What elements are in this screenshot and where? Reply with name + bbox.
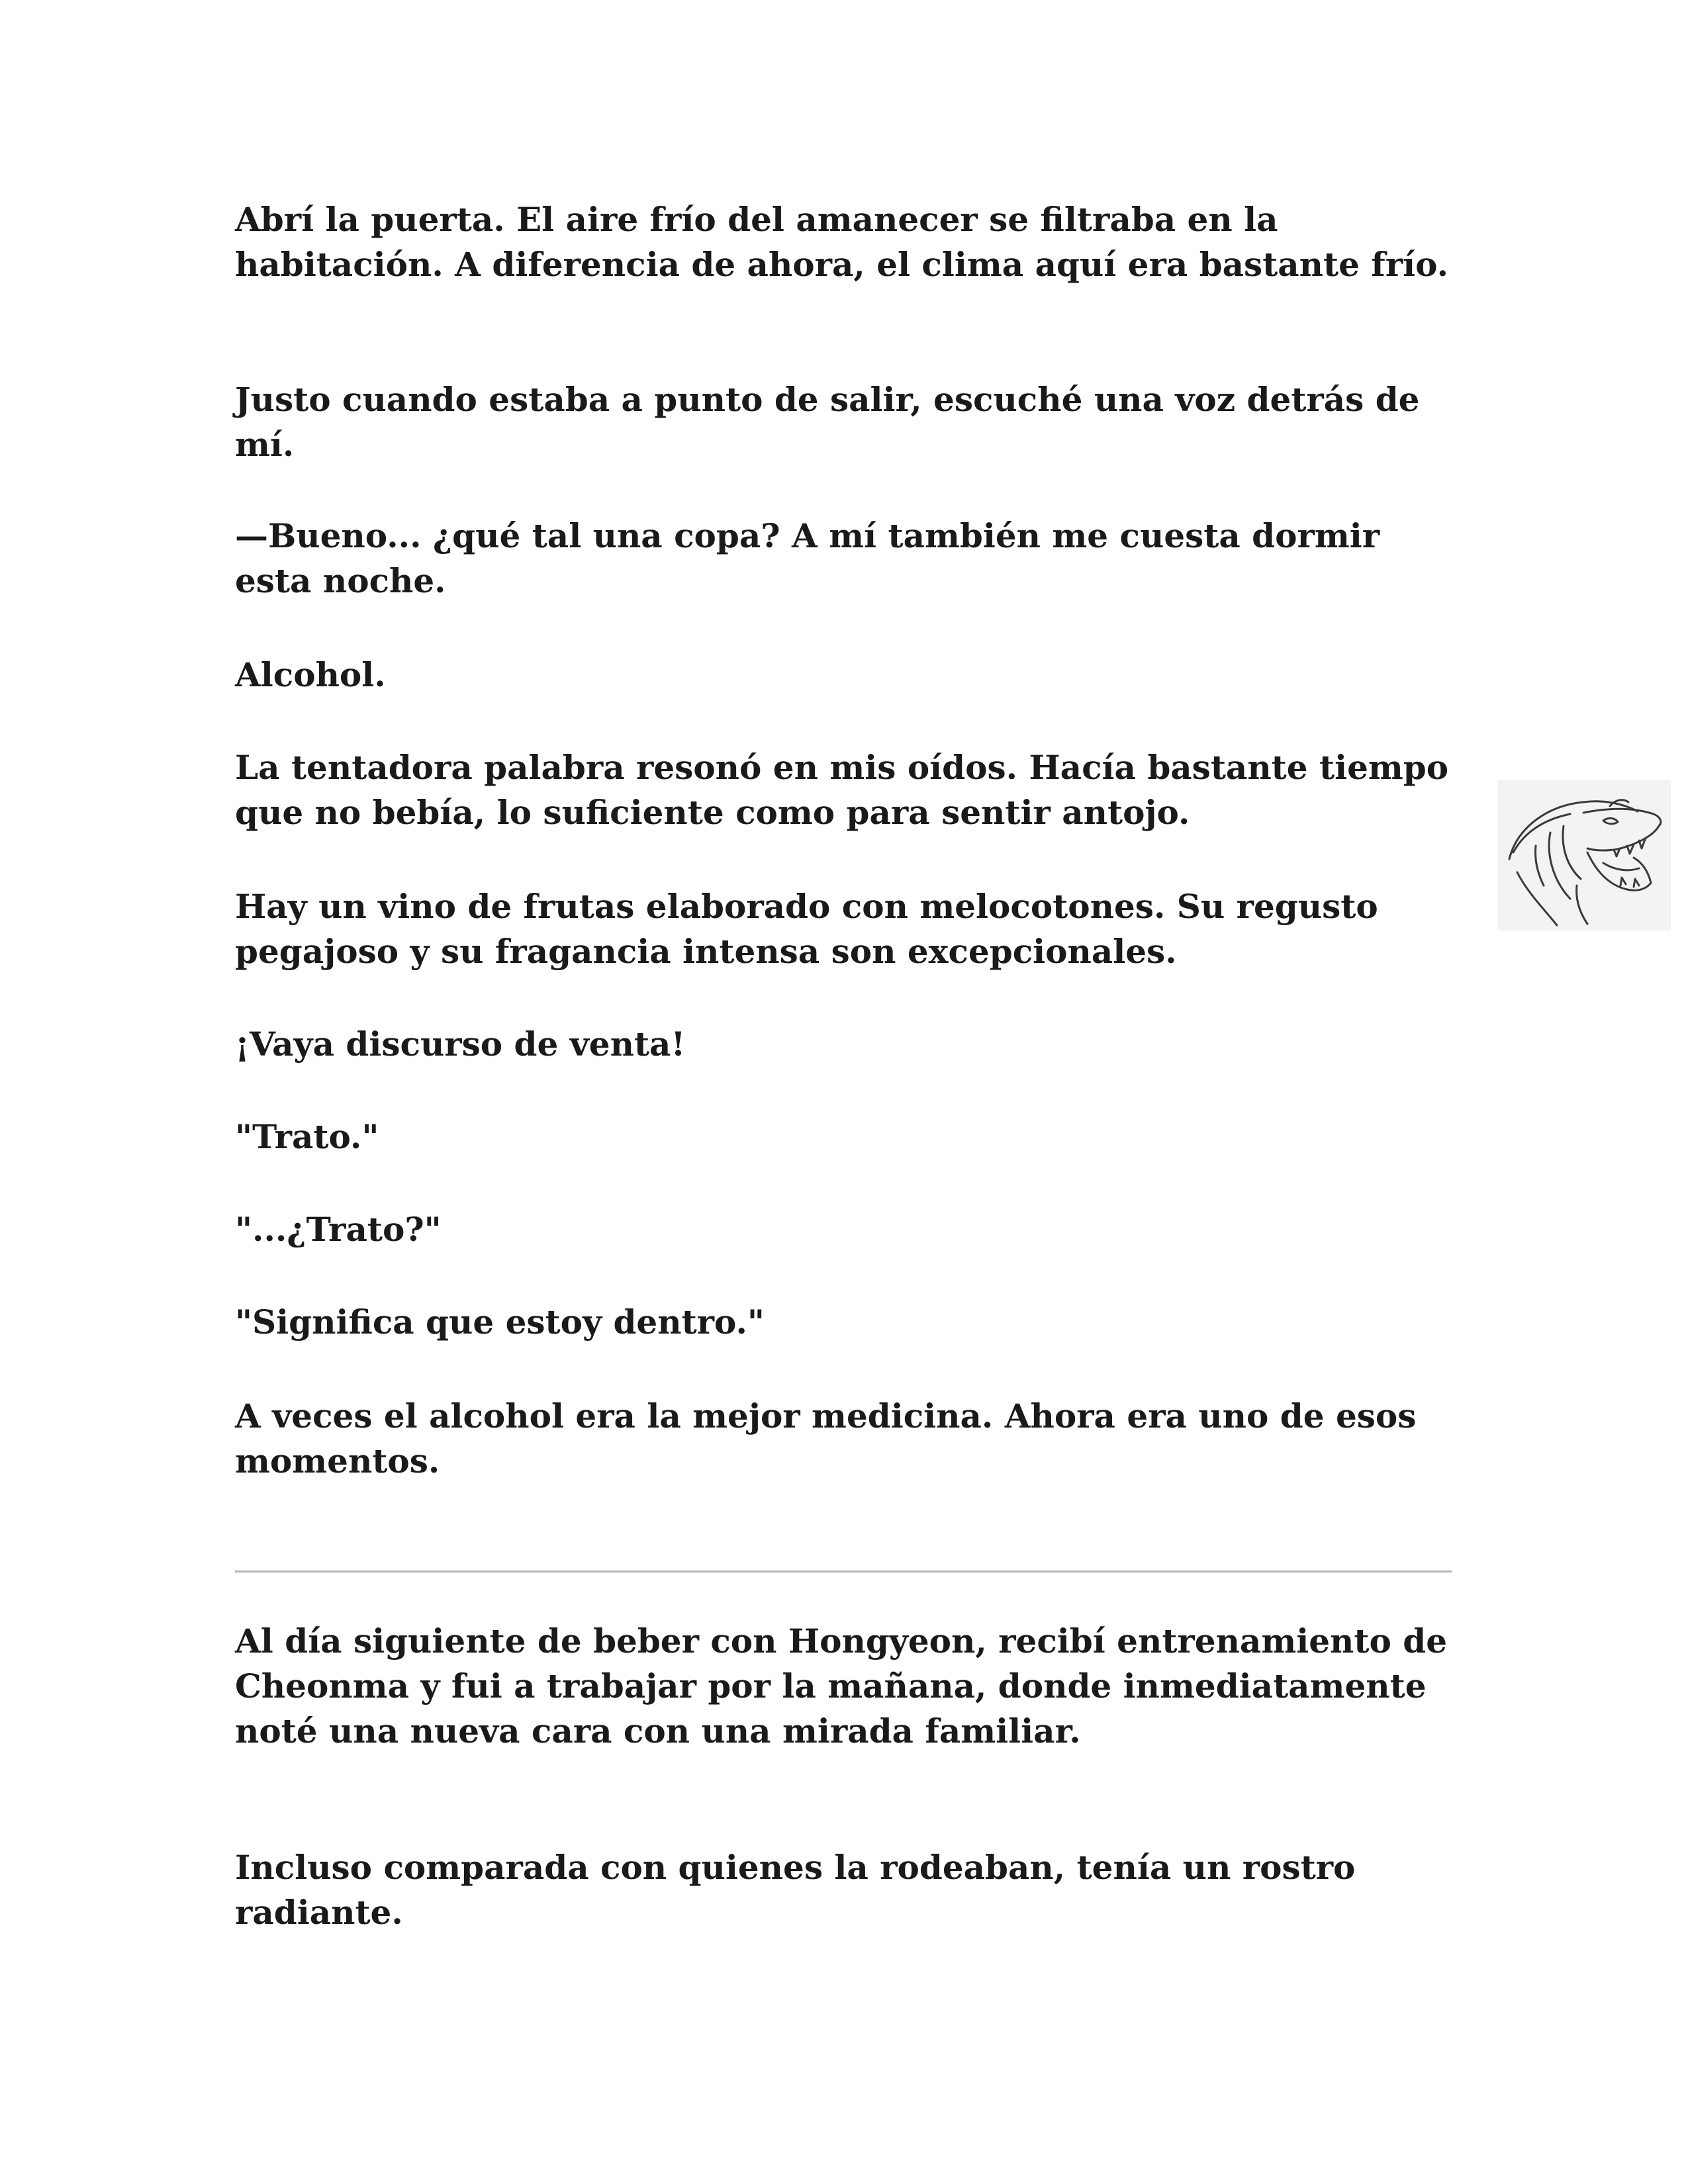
paragraph-1: Abrí la puerta. El aire frío del amanecer se filtraba en la habitación. A diferencia de ahora, el clima aquí era bastante frío. xyxy=(235,200,1449,284)
paragraph-6: Hay un vino de frutas elaborado con melocotones. Su regusto pegajoso y su fragancia intensa son excepcionales. xyxy=(235,887,1378,971)
dinosaur-head-sketch-icon xyxy=(1497,780,1671,931)
paragraph-2: Justo cuando estaba a punto de salir, escuché una voz detrás de mí. xyxy=(235,380,1420,464)
paragraph-3: —Bueno... ¿qué tal una copa? A mí también me cuesta dormir esta noche. xyxy=(235,516,1380,600)
paragraph-5: La tentadora palabra resonó en mis oídos. Hacía bastante tiempo que no bebía, lo suficiente como para sentir antojo. xyxy=(235,748,1449,832)
paragraph-7: ¡Vaya discurso de venta! xyxy=(235,1024,686,1064)
paragraph-8: "Trato." xyxy=(235,1117,379,1156)
paragraph-12: Al día siguiente de beber con Hongyeon, recibí entrenamiento de Cheonma y fui a trabajar por la mañana, donde inmediatamente noté una nueva cara con una mirada familiar. xyxy=(235,1621,1448,1751)
paragraph-13: Incluso comparada con quienes la rodeaban, tenía un rostro radiante. xyxy=(235,1848,1356,1932)
section-divider xyxy=(235,1570,1452,1572)
paragraph-10: "Significa que estoy dentro." xyxy=(235,1302,765,1342)
paragraph-11: A veces el alcohol era la mejor medicina. Ahora era uno de esos momentos. xyxy=(235,1396,1417,1480)
paragraph-4: Alcohol. xyxy=(235,655,386,694)
paragraph-9: "...¿Trato?" xyxy=(235,1210,442,1249)
